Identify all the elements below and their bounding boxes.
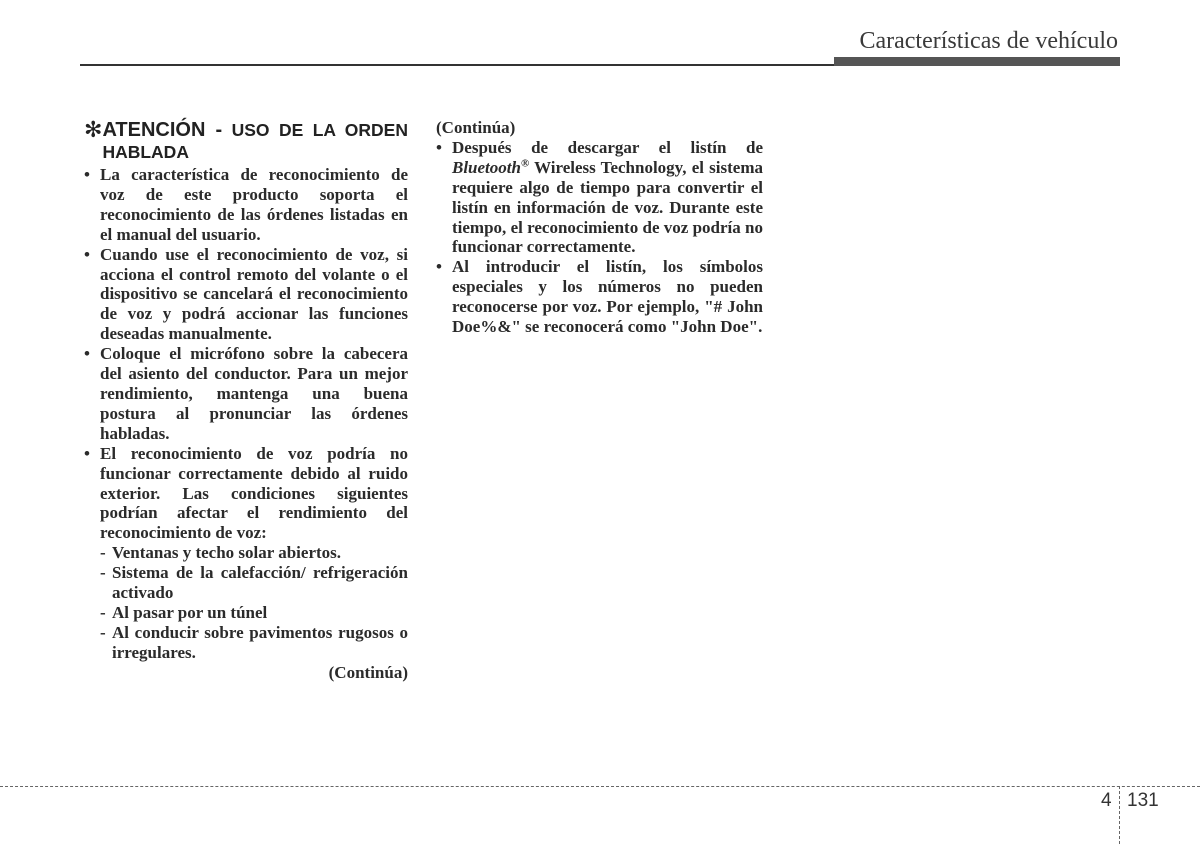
list-item-text: El reconocimiento de voz podría no funcionar correctamente debido al ruido exterior. Las condiciones siguientes podrían afectar el rendimiento del reconocimiento de voz: [100,443,408,543]
page-number: 131 [1127,790,1159,811]
sub-list-item-text: Al conducir sobre pavimentos rugosos o irregulares. [112,622,408,662]
registered-mark: ® [520,157,530,170]
dash-icon: - [100,543,106,563]
list-item-text [452,138,763,257]
list-item-text-part: Después de descargar el listín de [452,137,763,157]
list-item-text-part: Wireless Technology, el sistema requiere algo de tiempo para convertir el listín en información de voz. Durante este tiempo, el reconocimiento de voz podría no funcionar correctamente. [452,157,763,257]
list-item [84,444,408,544]
chapter-number: 4 [1101,790,1112,811]
continues-note: (Continúa) [328,662,408,682]
header-rule [80,64,840,66]
list-item [436,257,763,337]
sub-list-item-text: Ventanas y techo solar abiertos. [112,543,342,563]
bullet-icon: • [84,344,90,364]
list-item [84,245,408,345]
asterisk-star-icon: ✻ [84,117,103,142]
left-column [84,118,408,683]
sub-list-item-text: Sistema de la calefacción/ refrigeración activado [112,563,408,603]
sub-list-item [84,563,408,603]
bullet-icon: • [84,244,90,264]
bullet-icon: • [436,137,442,157]
list-item [84,165,408,245]
dash-icon: - [100,602,106,622]
list-item-text: Coloque el micrófono sobre la cabecera del asiento del conductor. Para un mejor rendimiento, mantenga una buena postura al pronunciar las órdenes habladas. [100,344,408,443]
list-item [84,344,408,444]
bullet-icon: • [84,443,90,463]
sub-list-item [84,623,408,663]
caution-heading-text [102,118,408,163]
list-item-text: Al introducir el listín, los símbolos especiales y los números no pueden reconocerse por voz. Por ejemplo, "# John Doe%&" se reconocerá como "John Doe". [452,257,763,337]
sub-list-item [84,543,408,563]
sub-list-item [84,603,408,623]
sub-list-item-text: Al pasar por un túnel [112,602,268,622]
dash-icon: - [100,622,106,642]
list-item-text: Cuando use el reconocimiento de voz, si acciona el control remoto del volante o el dispositivo se cancelará el reconocimiento de voz y podrá accionar las funciones deseadas manualmente. [100,244,408,344]
page-header-title: Características de vehículo [859,28,1118,54]
bullet-icon: • [436,257,442,277]
caution-heading [84,118,408,163]
right-column [436,118,763,337]
list-item-text: La característica de reconocimiento de voz de este producto soporta el reconocimiento de las órdenes listadas en el manual del usuario. [100,165,408,244]
caution-heading-rest: USO DE LA ORDEN HABLADA [102,120,408,162]
list-item [436,138,763,257]
dash-icon: - [100,563,106,583]
footer-rule [0,786,1200,787]
bluetooth-brand: Bluetooth [452,157,521,177]
caution-heading-prefix: ATENCIÓN - [102,119,223,141]
bullet-icon: • [84,165,90,184]
footer-divider [1119,786,1120,844]
header-rule-accent [834,57,1120,66]
continued-note: (Continúa) [436,118,516,137]
